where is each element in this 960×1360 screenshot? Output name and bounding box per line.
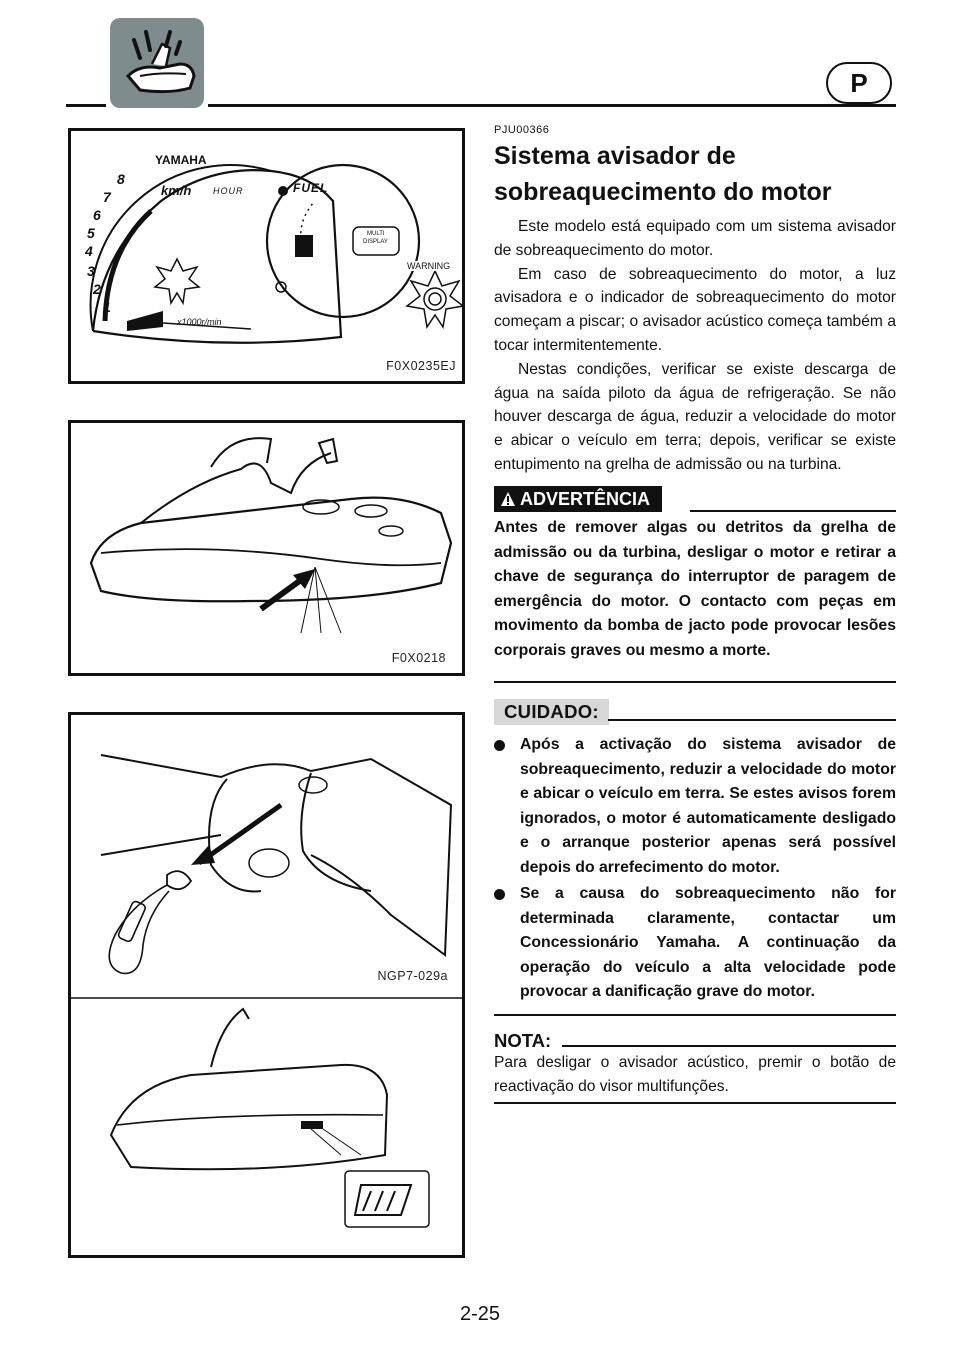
multi-label-2: DISPLAY	[363, 239, 388, 245]
rpm-unit: x1000r/min	[177, 317, 222, 327]
figure-lanyard-and-grille	[68, 712, 465, 1258]
tach-number: 5	[87, 225, 95, 241]
caution-rule-bottom	[494, 1014, 896, 1016]
warning-lamp-label: WARNING	[407, 261, 451, 271]
tach-number: 6	[93, 207, 101, 223]
figure-code: F0X0218	[391, 651, 446, 665]
section-code: PJU00366	[494, 124, 550, 136]
figure-gauge-cluster	[68, 128, 465, 384]
header-rule-left	[66, 104, 106, 107]
note-rule-top	[562, 1045, 896, 1047]
caution-item-text: Se a causa do sobreaquecimento não for determinada claramente, contactar um Concessionário Yamaha. A continuação da operação do veículo a alta velocidade pode provocar a danificação grave do motor.	[520, 885, 896, 1000]
figure-code: NGP7-029a	[377, 969, 448, 983]
jet-ski-icon	[110, 18, 204, 108]
gauge-brand: YAMAHA	[155, 153, 207, 167]
fuel-label: FUEL	[293, 181, 329, 195]
bullet-icon	[494, 740, 505, 751]
figure-intake-outlet	[68, 420, 465, 676]
tach-number: 3	[87, 263, 95, 279]
tach-number: 1	[103, 299, 111, 315]
tach-number: 8	[117, 171, 125, 187]
figure-code: F0X0235EJ	[386, 359, 456, 373]
language-badge	[826, 62, 892, 104]
warning-block	[494, 516, 896, 663]
warning-text: Antes de remover algas ou detritos da grelha de admissão ou da turbina, desligar o motor e retirar a chave de segurança do interruptor de paragem de emergência do motor. O contacto com peças em movimento da bomba de jacto pode provocar lesões corporais graves ou mesmo a morte.	[494, 519, 896, 659]
warning-label-text: ADVERTÊNCIA	[520, 489, 651, 509]
note-block	[494, 1051, 896, 1099]
bullet-icon	[494, 889, 505, 900]
section-title-line2: sobreaquecimento do motor	[494, 178, 832, 206]
tach-number: 2	[93, 281, 101, 297]
caution-item	[494, 882, 896, 1005]
note-label: NOTA:	[494, 1030, 552, 1051]
caution-rule-top	[608, 719, 896, 721]
caution-list	[494, 733, 896, 1005]
tach-number: 4	[85, 243, 93, 259]
text-column	[494, 124, 896, 477]
caution-label: CUIDADO:	[494, 699, 609, 725]
note-rule-bottom	[494, 1102, 896, 1104]
warning-rule-top	[690, 510, 896, 512]
tach-number: 7	[103, 189, 111, 205]
language-code: P	[850, 67, 868, 98]
warning-rule-bottom	[494, 681, 896, 683]
page-number: 2-25	[459, 1303, 501, 1325]
hour-label: HOUR	[213, 186, 244, 196]
warning-label	[494, 486, 662, 512]
header-rule-right	[208, 104, 896, 107]
warning-triangle-icon	[500, 491, 516, 507]
speed-unit: km/h	[161, 183, 192, 198]
caution-item-text: Após a activação do sistema avisador de sobreaquecimento, reduzir a velocidade do motor e abicar o veículo em terra. Se estes avisos forem ignorados, o motor é automaticamente desligado e o arranque posterior apenas será possível depois do arrefecimento do motor.	[520, 736, 896, 876]
body-paragraph: Em caso de sobreaquecimento do motor, a luz avisadora e o indicador de sobreaquecimento do motor começam a piscar; o avisador acústico começa também a tocar intermitentemente.	[494, 265, 896, 354]
body-paragraph: Este modelo está equipado com um sistema avisador de sobreaquecimento do motor.	[494, 218, 896, 259]
caution-item	[494, 733, 896, 880]
section-title-line1: Sistema avisador de	[494, 142, 736, 170]
multi-label-1: MULTI	[367, 231, 385, 237]
note-text: Para desligar o avisador acústico, premir o botão de reactivação do visor multifunções.	[494, 1054, 896, 1095]
body-paragraph: Nestas condições, verificar se existe descarga de água na saída piloto da água de refrigeração. Se não houver descarga de água, reduzir a velocidade do motor e abicar o veículo em terra; depois, verificar se existe entupimento na grelha de admissão ou na turbina.	[494, 360, 896, 473]
